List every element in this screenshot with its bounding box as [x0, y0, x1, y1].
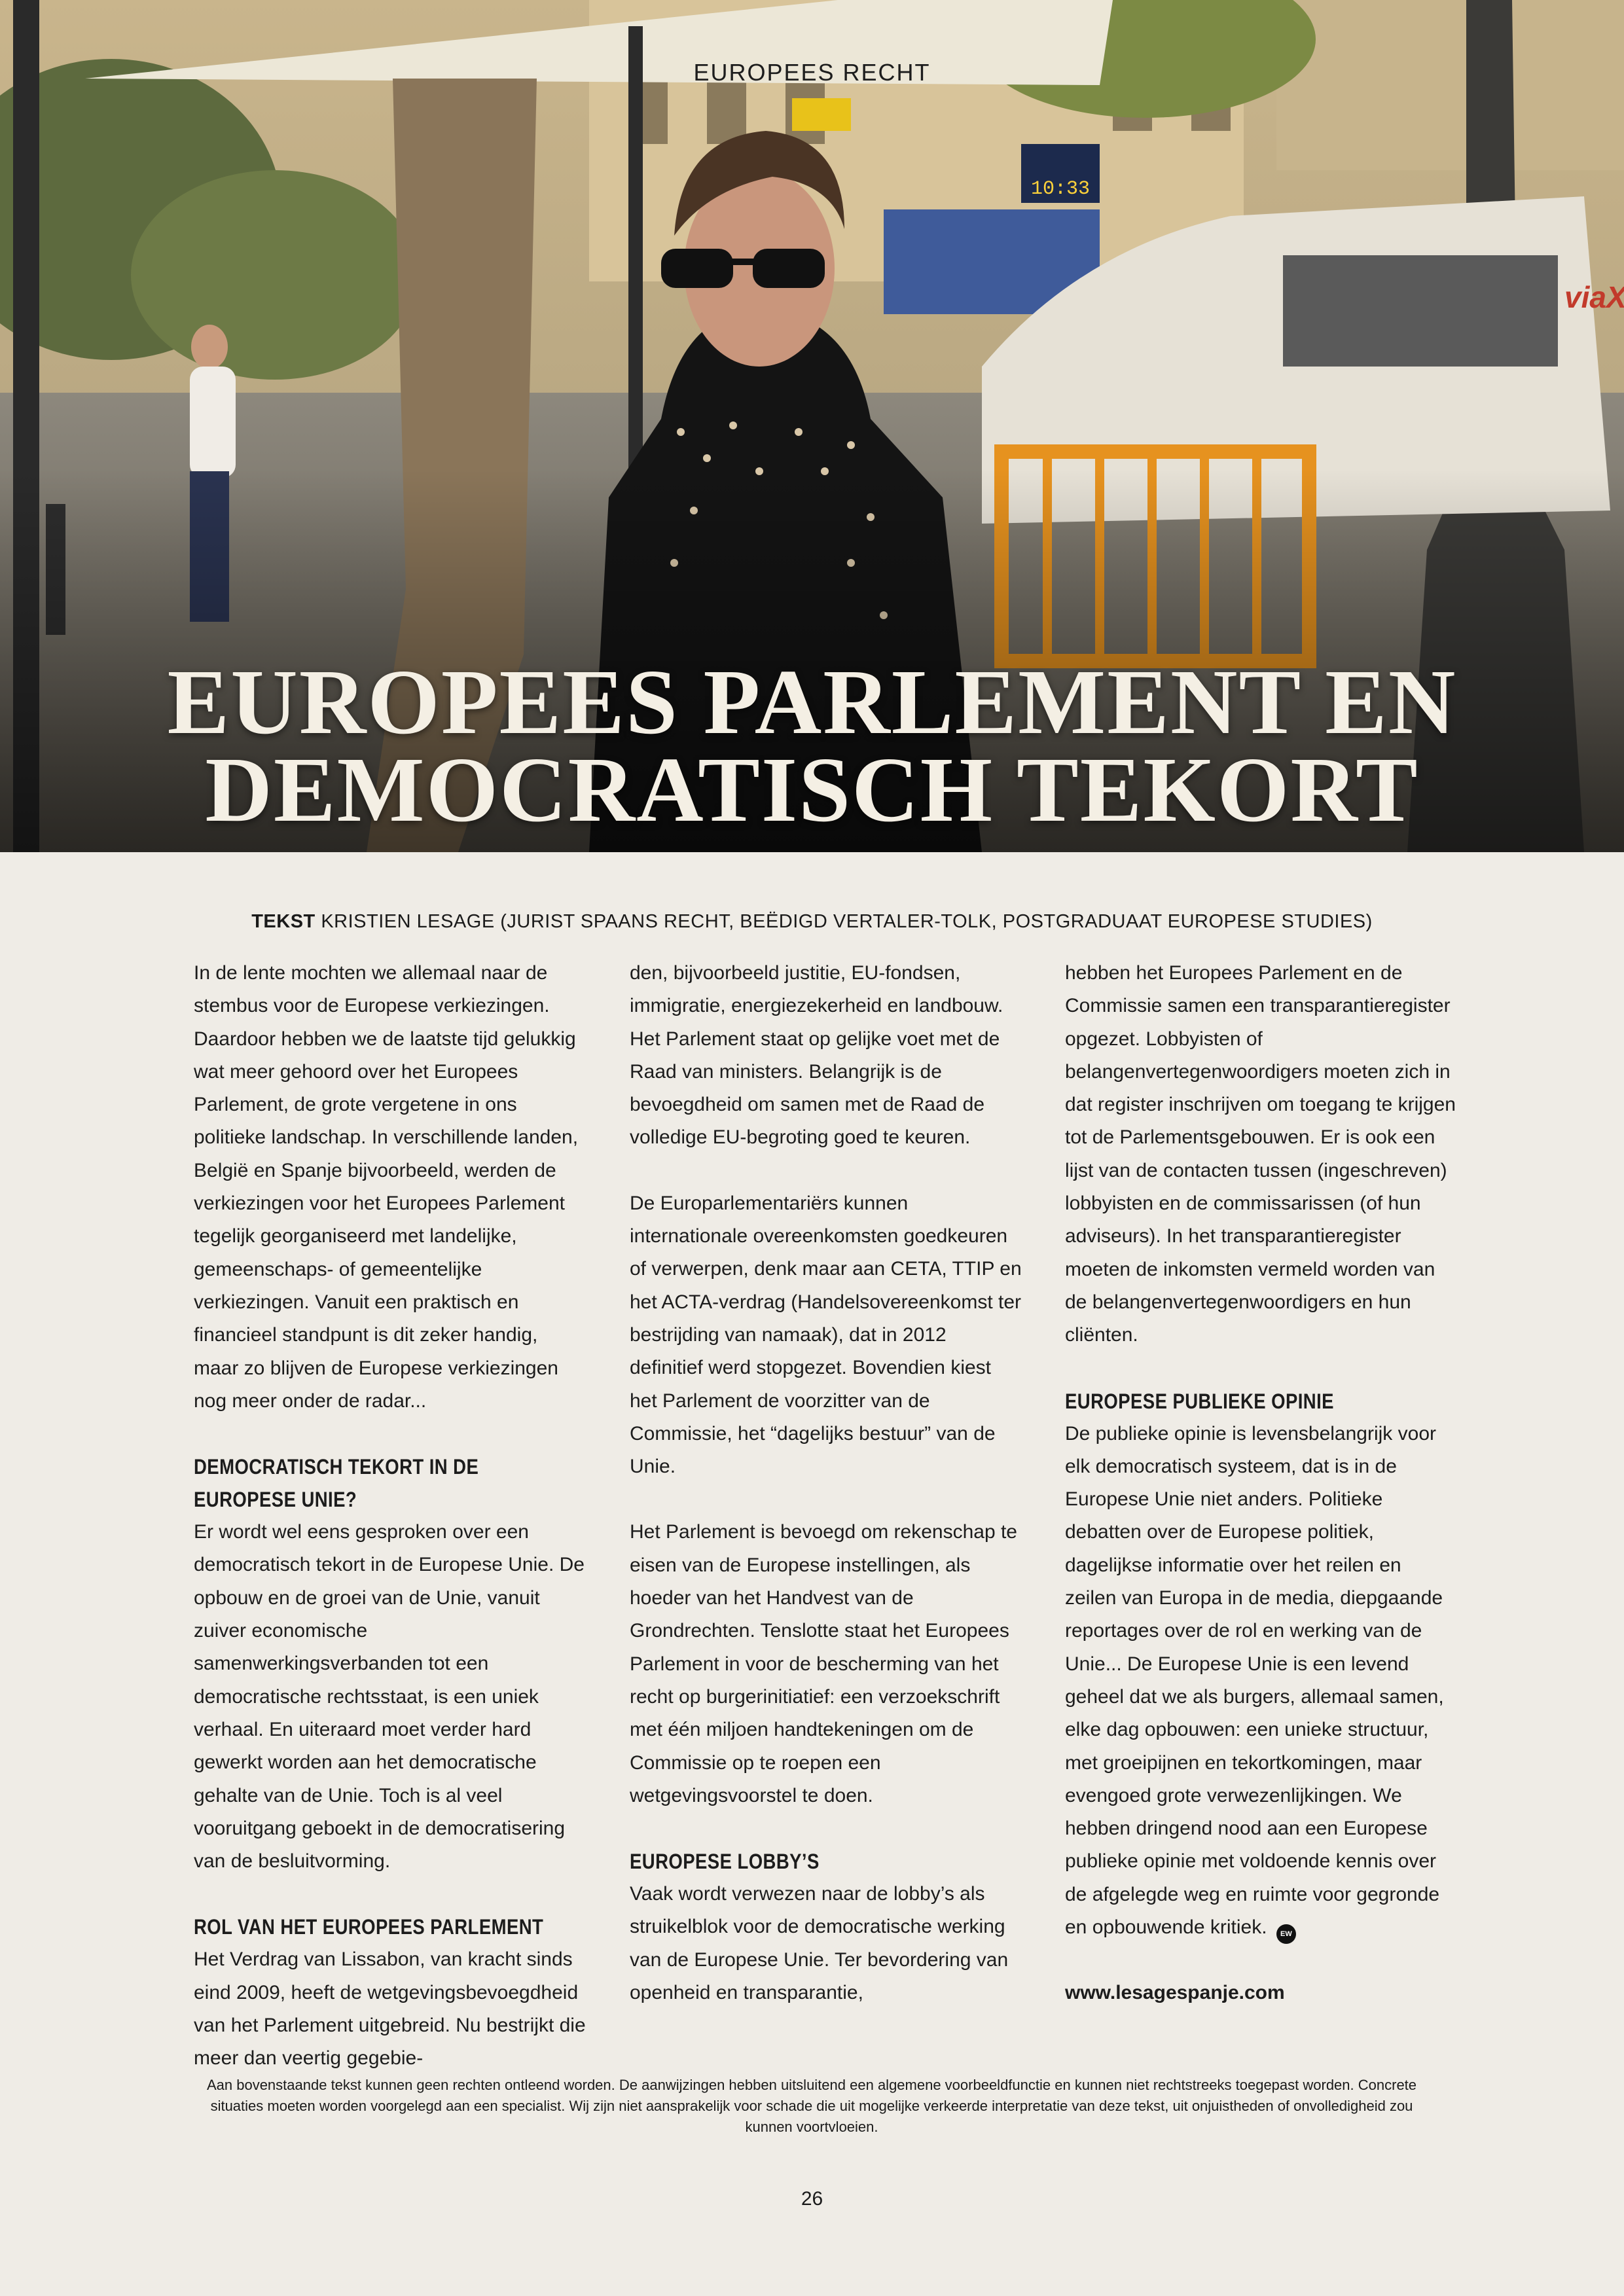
- website-link[interactable]: www.lesagespanje.com: [1065, 1982, 1285, 2004]
- paragraph-role-continued: den, bijvoorbeeld justitie, EU-fondsen, immigratie, energiezekerheid en landbouw. Het Parlement staat op gelijke voet met de Raad van ministers. Belangrijk is de bevoegdheid om samen met de Raad de volledige EU-begroting goed te keuren.: [630, 962, 1003, 1149]
- title-line-1: EUROPEES PARLEMENT EN: [167, 650, 1457, 753]
- public-opinion-text: De publieke opinie is levensbelangrijk voor elk democratisch systeem, dat is in de Europese Unie niet anders. Politieke debatten over de Europese politiek, dagelijkse informatie over het reilen en zeilen van Europa in de media, diepgaande reportages over de rol en werking van de Unie... De Europese Unie is een levend geheel dat we als burgers, allemaal samen, elke dag opbouwen: een unieke structuur, met groeipijnen en tekortkomingen, maar evengoed grote verwezenlijkingen. We hebben dringend nood aan een Europese publieke opinie met voldoende kennis over de afgelegde weg en ruimte voor gegronde en opbouwende kritiek.: [1065, 1422, 1444, 1939]
- paragraph-role-parliament: Het Verdrag van Lissabon, van kracht sinds eind 2009, heeft de wetgevingsbevoegdheid van het Parlement uitgebreid. Nu bestrijkt die meer dan veertig gegebie-: [194, 1948, 586, 2070]
- paragraph-agreements: De Europarlementariërs kunnen internationale overeenkomsten goedkeuren of verwerpen, denk maar aan CETA, TTIP en het ACTA-verdrag (Handelsovereenkomst ter bestrijding van namaak), dat in 2012 definitief werd stopgezet. Bovendien kiest het Parlement de voorzitter van de Commissie, het “dagelijks bestuur” van de Unie.: [630, 1192, 1022, 1478]
- page-title: [0, 650, 1624, 841]
- hero-photo: [0, 0, 1624, 852]
- end-mark-icon: EW: [1276, 1924, 1296, 1944]
- heading-democratic-deficit: DEMOCRATISCH TEKORT IN DE EUROPESE UNIE?: [194, 1455, 479, 1512]
- column-1: [194, 957, 586, 2075]
- column-2: [630, 957, 1022, 2009]
- paragraph-lobbies: Vaak wordt verwezen naar de lobby’s als struikelblok voor de democratische werking van de Europese Unie. Ter bevordering van openheid en transparantie,: [630, 1883, 1009, 2004]
- paragraph-public-opinion: [1065, 1418, 1458, 1945]
- byline-author: KRISTIEN LESAGE (JURIST SPAANS RECHT, BEËDIGD VERTALER-TOLK, POSTGRADUAAT EUROPESE STUDIES): [321, 911, 1373, 932]
- paragraph-accountability: Het Parlement is bevoegd om rekenschap te eisen van de Europese instellingen, als hoeder van het Handvest van de Grondrechten. Tenslotte staat het Europees Parlement in voor de bescherming van het recht op burgerinitiatief: een verzoekschrift met één miljoen handtekeningen om de Commissie op te roepen een wetgevingsvoorstel te doen.: [630, 1521, 1017, 1806]
- title-line-2: DEMOCRATISCH TEKORT: [205, 738, 1419, 841]
- paragraph-democratic-deficit: Er wordt wel eens gesproken over een democratisch tekort in de Europese Unie. De opbouw en de groei van de Unie, vanuit zuiver economische samenwerkingsverbanden tot een democratische rechtsstaat, is een uniek verhaal. En uiteraard moet verder hard gewerkt worden aan het democratische gehalte van de Unie. Toch is al veel vooruitgang geboekt in de democratisering van de besluitvorming.: [194, 1521, 585, 1873]
- column-3: [1065, 957, 1458, 2010]
- disclaimer: Aan bovenstaande tekst kunnen geen rechten ontleend worden. De aanwijzingen hebben uitsluitend een algemene voorbeeldfunctie en kunnen niet rechtstreeks toegepast worden. Concrete situaties moeten worden voorgelegd aan een specialist. Wij zijn niet aansprakelijk voor schade die uit mogelijke verkeerde interpretatie van deze tekst, uit onjuistheden of onvolledigheid zou kunnen voortvloeien.: [206, 2077, 1417, 2135]
- byline-label: TEKST: [251, 911, 316, 932]
- heading-lobbies: EUROPESE LOBBY’S: [630, 1850, 820, 1874]
- heading-role-parliament: ROL VAN HET EUROPEES PARLEMENT: [194, 1915, 544, 1939]
- paragraph-lobbies-continued: hebben het Europees Parlement en de Commissie samen een transparantieregister opgezet. Lobbyisten of belangenvertegenwoordigers moeten zich in dat register inschrijven om toegang te krijgen tot de Parlementsgebouwen. Er is ook een lijst van de contacten tussen (ingeschreven) lobbyisten en de commissarissen (of hun adviseurs). In het transparantieregister moeten de inkomsten vermeld worden van de belangenvertegenwoordigers en hun cliënten.: [1065, 962, 1456, 1346]
- intro-paragraph: In de lente mochten we allemaal naar de stembus voor de Europese verkiezingen. Daardoor hebben we de laatste tijd gelukkig wat meer gehoord over het Europees Parlement, de grote vergetene in ons politieke landschap. In verschillende landen, België en Spanje bijvoorbeeld, werden de verkiezingen voor het Europees Parlement tegelijk georganiseerd met landelijke, gemeenschaps- of gemeentelijke verkiezingen. Vanuit een praktisch en financieel standpunt is dit zeker handig, maar zo blijven de Europese verkiezingen nog meer onder de radar...: [194, 962, 579, 1412]
- section-label: EUROPEES RECHT: [693, 59, 931, 86]
- heading-public-opinion: EUROPESE PUBLIEKE OPINIE: [1065, 1389, 1334, 1413]
- byline: [0, 911, 1624, 933]
- page-number: 26: [801, 2188, 823, 2210]
